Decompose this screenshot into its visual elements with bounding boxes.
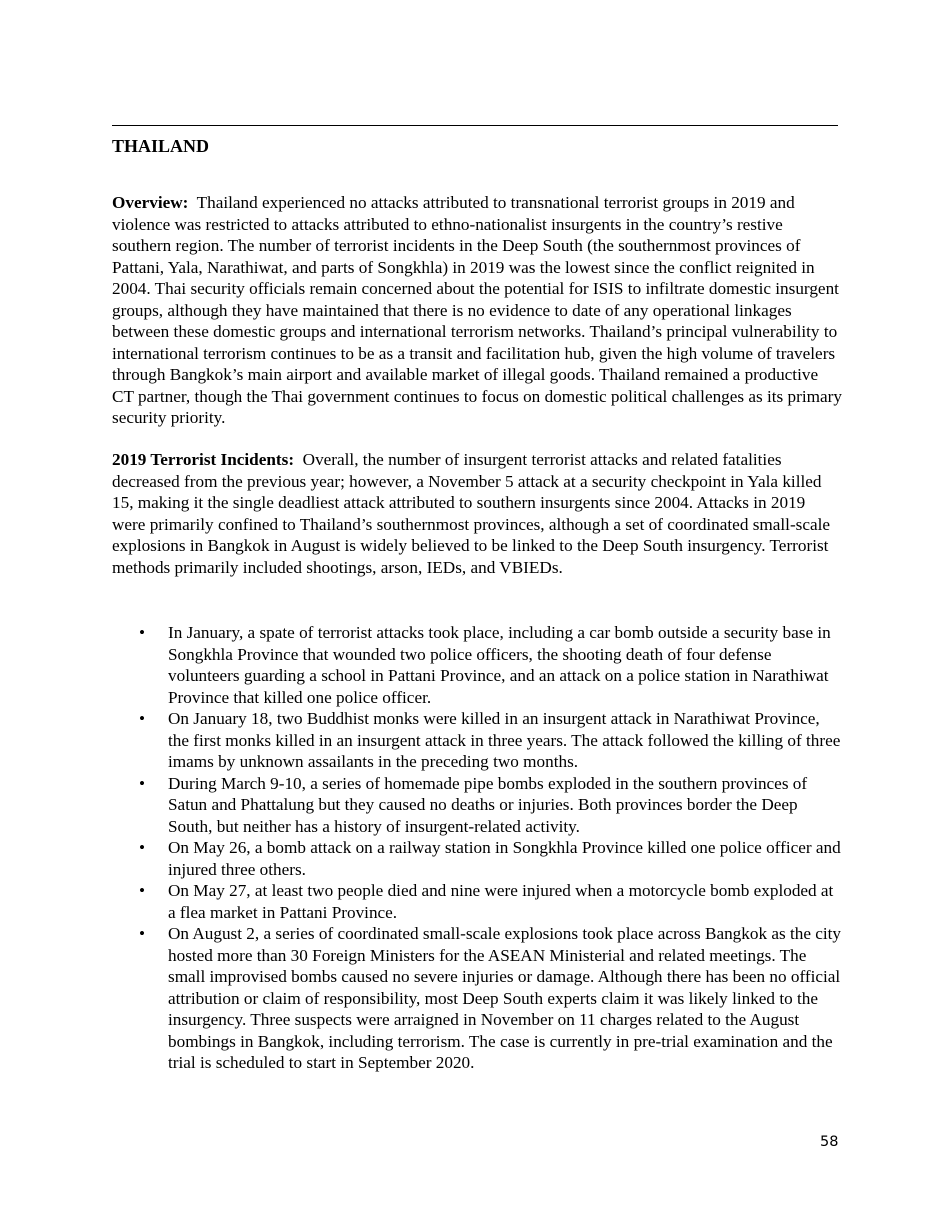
bullet-marker: • xyxy=(139,773,146,793)
list-item xyxy=(112,773,842,838)
incidents-text: Overall, the number of insurgent terrorist attacks and related fatalities decreased from the previous year; however, a November 5 attack at a security checkpoint in Yala killed 15, making it the single deadliest attack attributed to southern insurgents since 2004. Attacks in 2019 were primarily confined to Thailand’s southernmost provinces, although a set of coordinated small-scale explosions in Bangkok in August is widely believed to be linked to the Deep South insurgency. Terrorist methods primarily included shootings, arson, IEDs, and VBIEDs. xyxy=(112,450,831,577)
list-item-text: On May 26, a bomb attack on a railway station in Songkhla Province killed one police officer and injured three others. xyxy=(168,838,841,879)
section-heading: THAILAND xyxy=(112,136,210,156)
page-number: 58 xyxy=(820,1134,839,1150)
list-item xyxy=(112,708,842,773)
bullet-marker: • xyxy=(139,924,146,943)
incidents-label: 2019 Terrorist Incidents: xyxy=(112,450,295,469)
list-item xyxy=(112,622,842,708)
overview-label: Overview: xyxy=(112,193,189,212)
list-item-text: During March 9-10, a series of homemade pipe bombs exploded in the southern provinces of Satun and Phattalung but they caused no deaths or injuries. Both provinces border the Deep South, but neither has a history of insurgent-related activity. xyxy=(168,773,808,836)
overview-paragraph xyxy=(112,192,842,429)
list-item-text: On May 27, at least two people died and nine were injured when a motorcycle bomb exploded at a flea market in Pattani Province. xyxy=(168,881,834,922)
bullet-marker: • xyxy=(139,709,146,728)
bullet-marker: • xyxy=(139,623,146,642)
horizontal-rule xyxy=(112,125,838,126)
bullet-marker: • xyxy=(139,838,146,857)
list-item-text: On January 18, two Buddhist monks were killed in an insurgent attack in Narathiwat Province, the first monks killed in an insurgent attack in three years. The attack followed the killing of three imams by unknown assailants in the preceding two months. xyxy=(168,709,841,771)
incidents-paragraph xyxy=(112,449,842,578)
overview-text: Thailand experienced no attacks attributed to transnational terrorist groups in 2019 and violence was restricted to attacks attributed to ethno-nationalist insurgents in the country’s restive southern region. The number of terrorist incidents in the Deep South (the southernmost provinces of Pattani, Yala, Narathiwat, and parts of Songkhla) in 2019 was the lowest since the conflict reignited in 2004. Thai security officials remain concerned about the potential for ISIS to infiltrate domestic insurgent groups, although they have maintained that there is no evidence to date of any operational linkages between these domestic groups and international terrorism networks. Thailand’s principal vulnerability to international terrorism continues to be as a transit and facilitation hub, given the high volume of travelers through Bangkok’s main airport and available market of illegal goods. Thailand remained a productive CT partner, though the Thai government continues to focus on domestic political challenges as its primary security priority. xyxy=(112,193,842,427)
list-item xyxy=(112,923,842,1074)
list-item xyxy=(112,880,842,923)
bullet-marker: • xyxy=(139,881,146,900)
list-item-text: In January, a spate of terrorist attacks took place, including a car bomb outside a security base in Songkhla Province that wounded two police officers, the shooting death of four defense volunteers guarding a school in Pattani Province, and an attack on a police station in Narathiwat Province that killed one police officer. xyxy=(168,623,831,707)
list-item-text: On August 2, a series of coordinated small-scale explosions took place across Bangkok as the city hosted more than 30 Foreign Ministers for the ASEAN Ministerial and related meetings. The small improvised bombs caused no severe injuries or damage. Although there has been no official attribution or claim of responsibility, most Deep South experts claim it was likely linked to the insurgency. Three suspects were arraigned in November on 11 charges related to the August bombings in Bangkok, including terrorism. The case is currently in pre-trial examination and the trial is scheduled to start in September 2020. xyxy=(168,924,842,1072)
list-item xyxy=(112,837,842,880)
incident-bullet-list xyxy=(112,622,842,1074)
